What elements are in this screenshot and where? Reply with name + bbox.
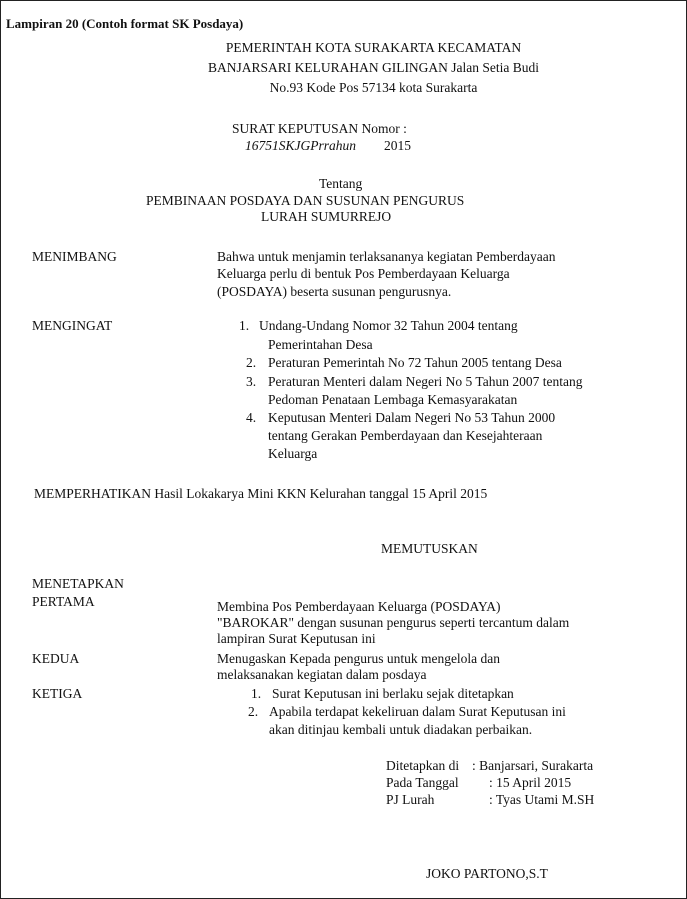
mengingat-item-4-line-2: tentang Gerakan Pemberdayaan dan Kesejahteraan: [268, 428, 543, 443]
pertama-line-3: lampiran Surat Keputusan ini: [217, 631, 376, 646]
header-line-3: No.93 Kode Pos 57134 kota Surakarta: [269, 80, 478, 95]
kedua-line-1: Menugaskan Kepada pengurus untuk mengelola dan: [217, 651, 501, 666]
mengingat-item-2-line-1: Peraturan Pemerintah No 72 Tahun 2005 tentang Desa: [268, 355, 562, 370]
menetapkan-label: MENETAPKAN: [32, 576, 124, 591]
subject-line-1: PEMBINAAN POSDAYA DAN SUSUNAN PENGURUS: [146, 193, 465, 208]
appendix-caption: Lampiran 20 (Contoh format SK Posdaya): [6, 16, 244, 31]
kedua-line-2: melaksanakan kegiatan dalam posdaya: [217, 667, 427, 682]
official-label: PJ Lurah: [386, 792, 435, 807]
place-label: Ditetapkan di: [386, 758, 460, 773]
date-label: Pada Tanggal: [386, 775, 459, 790]
mengingat-item-1-line-1: Undang-Undang Nomor 32 Tahun 2004 tentang: [259, 318, 518, 333]
mengingat-item-3-line-2: Pedoman Penataan Lembaga Kemasyarakatan: [268, 392, 518, 407]
pertama-label: PERTAMA: [32, 594, 95, 609]
ketiga-num-1: 1.: [251, 686, 262, 701]
ketiga-label: KETIGA: [32, 686, 83, 701]
kedua-label: KEDUA: [32, 651, 80, 666]
place-value: : Banjarsari, Surakarta: [472, 758, 594, 773]
mengingat-item-3-line-1: Peraturan Menteri dalam Negeri No 5 Tahun 2007 tentang: [268, 374, 583, 389]
memperhatikan-text: MEMPERHATIKAN Hasil Lokakarya Mini KKN Kelurahan tanggal 15 April 2015: [34, 486, 488, 501]
menimbang-line-2: Keluarga perlu di bentuk Pos Pemberdayaan Keluarga: [217, 266, 510, 281]
ketiga-item-2-line-2: akan ditinjau kembali untuk diadakan perbaikan.: [269, 722, 533, 737]
subject-about: Tentang: [319, 176, 363, 191]
header-line-2: BANJARSARI KELURAHAN GILINGAN Jalan Setia Budi: [207, 60, 540, 75]
date-value: : 15 April 2015: [489, 775, 572, 790]
mengingat-label: MENGINGAT: [32, 318, 113, 333]
mengingat-num-4: 4.: [246, 410, 257, 425]
signatory-name: JOKO PARTONO,S.T: [426, 866, 548, 881]
ketiga-num-2: 2.: [248, 704, 259, 719]
mengingat-num-1: 1.: [239, 318, 250, 333]
mengingat-num-3: 3.: [246, 374, 257, 389]
decree-number: 16751SKJGPrrahun: [245, 138, 356, 153]
menimbang-line-3: (POSDAYA) beserta susunan pengurusnya.: [217, 284, 452, 299]
decree-year: 2015: [384, 138, 411, 153]
subject-line-2: LURAH SUMURREJO: [261, 209, 392, 224]
ketiga-item-1-line-1: Surat Keputusan ini berlaku sejak ditetapkan: [272, 686, 514, 701]
mengingat-item-1-line-2: Pemerintahan Desa: [268, 337, 373, 352]
official-value: : Tyas Utami M.SH: [489, 792, 595, 807]
decree-title: SURAT KEPUTUSAN Nomor :: [232, 121, 407, 136]
pertama-line-1: Membina Pos Pemberdayaan Keluarga (POSDAYA): [217, 599, 501, 614]
mengingat-num-2: 2.: [246, 355, 257, 370]
ketiga-item-2-line-1: Apabila terdapat kekeliruan dalam Surat Keputusan ini: [269, 704, 566, 719]
menimbang-label: MENIMBANG: [32, 249, 117, 264]
mengingat-item-4-line-1: Keputusan Menteri Dalam Negeri No 53 Tahun 2000: [268, 410, 556, 425]
mengingat-item-4-line-3: Keluarga: [268, 446, 318, 461]
header-line-1: PEMERINTAH KOTA SURAKARTA KECAMATAN: [225, 40, 522, 55]
pertama-line-2: "BAROKAR" dengan susunan pengurus seperti tercantum dalam: [217, 615, 570, 630]
menimbang-line-1: Bahwa untuk menjamin terlaksananya kegiatan Pemberdayaan: [217, 249, 556, 264]
memutuskan-heading: MEMUTUSKAN: [381, 541, 478, 556]
